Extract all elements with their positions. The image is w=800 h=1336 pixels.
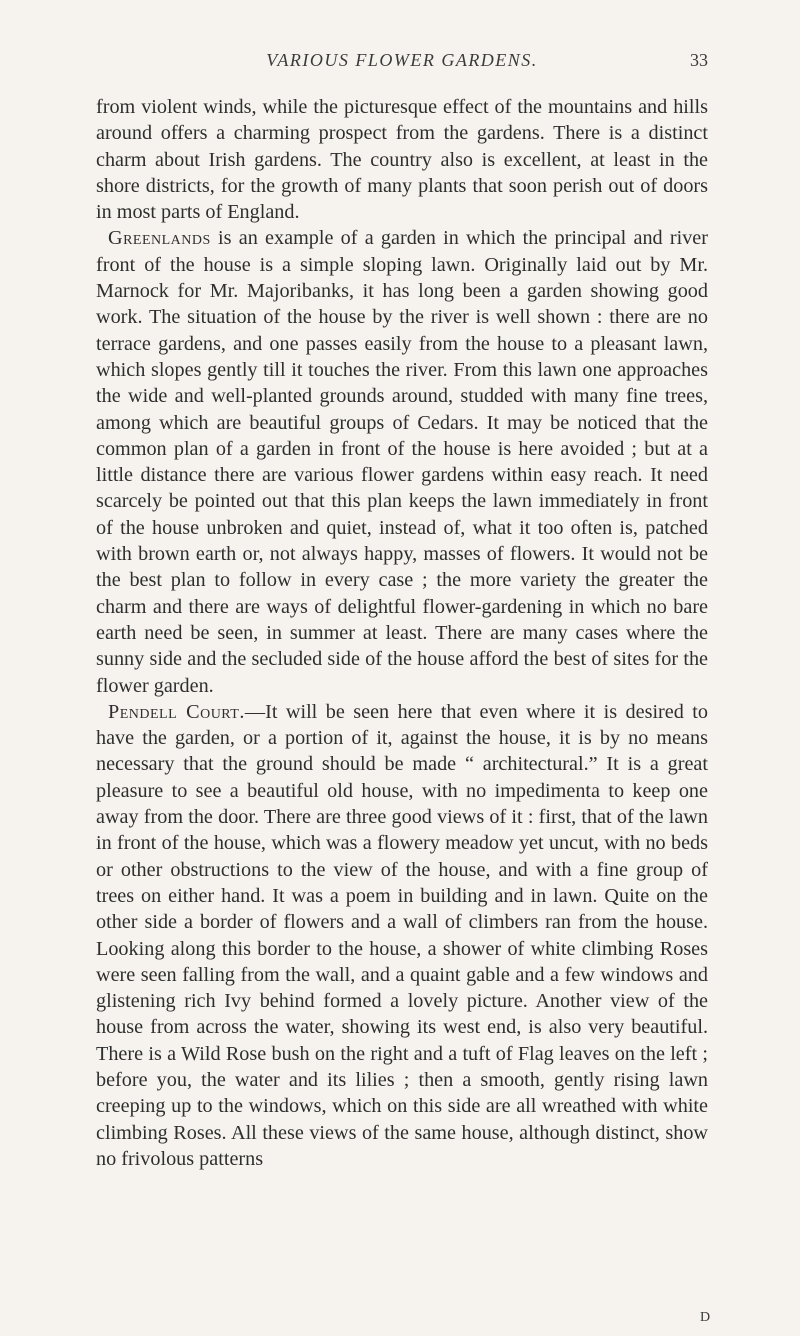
paragraph-pendell-court-lead: Pendell Court. bbox=[108, 700, 245, 723]
page-number: 33 bbox=[690, 50, 708, 70]
paragraph-1-text: from violent winds, while the picturesque effect of the mountains and hills around offers a charming prospect from the gardens. There is a distinct charm about Irish gardens. The country also is excellent, at least in the shore districts, for the growth of many plants that soon perish out of doors in most parts of England. bbox=[96, 96, 708, 224]
body-text bbox=[96, 94, 708, 1172]
paragraph-greenlands bbox=[96, 225, 708, 698]
running-head bbox=[96, 50, 708, 76]
paragraph-pendell-court-text: —It will be seen here that even where it is desired to have the garden, or a portion of it, against the house, it is by no means necessary that the ground should be made “ architectural.” It is a great pleasure to see a beautiful old house, with no impedimenta to keep one away from the door. There are three good views of it : first, that of the lawn in front of the house, which was a flowery meadow yet uncut, with no beds or other obstructions to the view of the house, and with a fine group of trees on either hand. It was a poem in building and in lawn. Quite on the other side a border of flowers and a wall of climbers ran from the house. Looking along this border to the house, a shower of white climbing Roses were seen falling from the wall, and a quaint gable and a few windows and glistening rich Ivy behind formed a lovely picture. Another view of the house from across the water, showing its west end, is also very beautiful. There is a Wild Rose bush on the right and a tuft of Flag leaves on the left ; before you, the water and its lilies ; then a smooth, gently rising lawn creeping up to the windows, which on this side are all wreathed with white climbing Roses. All these views of the same house, although distinct, show no frivolous patterns bbox=[96, 700, 708, 1170]
paragraph-pendell-court bbox=[96, 699, 708, 1172]
paragraph-greenlands-text: is an example of a garden in which the principal and river front of the house is a simple sloping lawn. Originally laid out by Mr. Marnock for Mr. Majoribanks, it has long been a garden showing good work. The situation of the house by the river is well shown : there are no terrace gardens, and one passes easily from the house to a pleasant lawn, which slopes gently till it touches the river. From this lawn one approaches the wide and well-planted grounds around, studded with many fine trees, among which are beautiful groups of Cedars. It may be noticed that the common plan of a garden in front of the house is here avoided ; but at a little distance there are various flower gardens within easy reach. It need scarcely be pointed out that this plan keeps the lawn immediately in front of the house unbroken and quiet, instead of, what it too often is, patched with brown earth or, not always happy, masses of flowers. It would not be the best plan to follow in every case ; the more variety the greater the charm and there are ways of delightful flower-gardening in which no bare earth need be seen, in summer at least. There are many cases where the sunny side and the secluded side of the house afford the best of sites for the flower garden. bbox=[96, 227, 708, 697]
paragraph-1 bbox=[96, 94, 708, 225]
running-title: VARIOUS FLOWER GARDENS. bbox=[266, 50, 538, 70]
paragraph-greenlands-lead: Greenlands bbox=[108, 227, 211, 250]
signature-mark: D bbox=[700, 1310, 711, 1325]
